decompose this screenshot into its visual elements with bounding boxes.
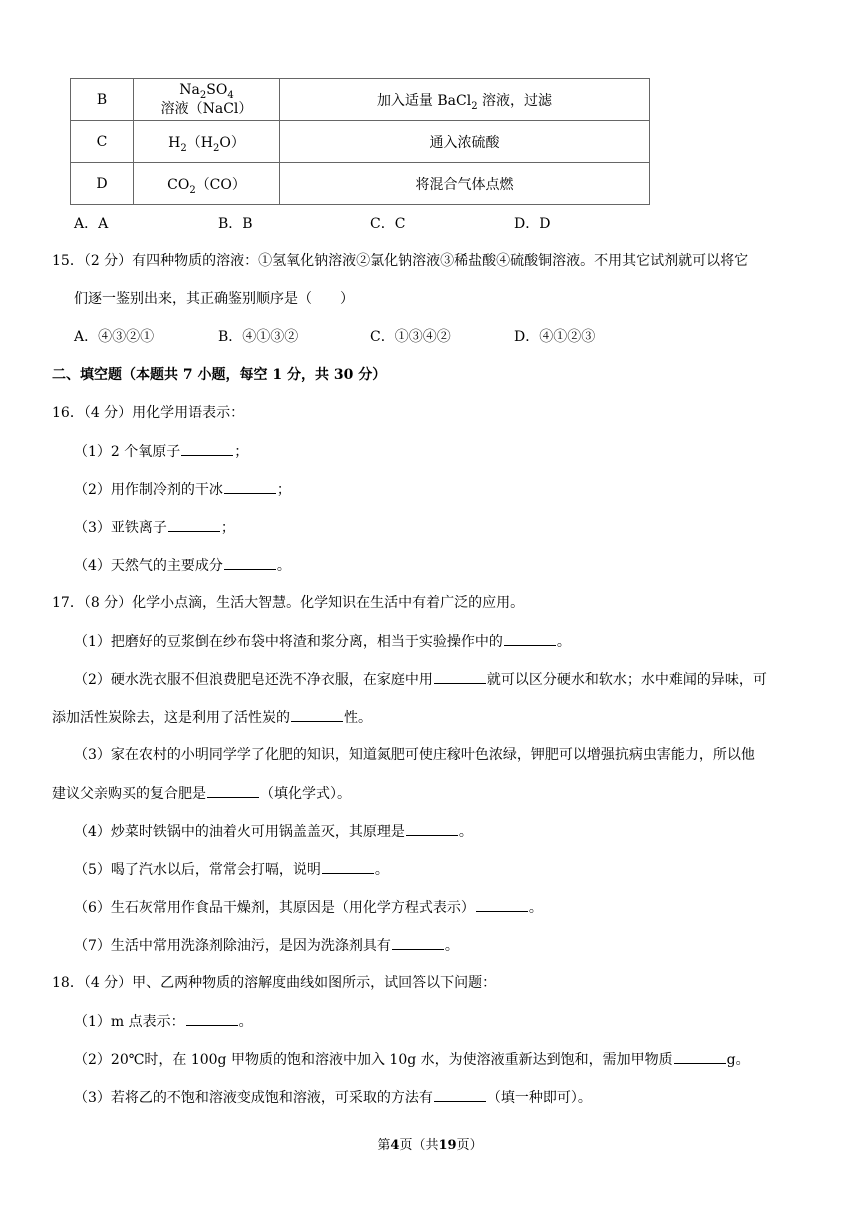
answer-blank [434,669,486,684]
q15-stem-line2: 们逐一鉴别出来，其正确鉴别顺序是（ ） [74,291,354,307]
row-substance: $CO_2(CO)$ [134,163,280,205]
row-letter: B [71,79,134,121]
q18-item-3: （3）若将乙的不饱和溶液变成饱和溶液，可采取的方法有 （填一种即可）。 [74,1087,592,1108]
q14-option-d: D．D [514,216,551,232]
row-substance: $Na_2SO_4$溶液（NaCl） [134,79,280,121]
q18-stem: 18．（4 分）甲、乙两种物质的溶解度曲线如图所示，试回答以下问题： [52,975,497,991]
q17-item-4: （4）炒菜时铁锅中的油着火可用锅盖盖灭，其原理是 。 [74,821,473,842]
q15-stem-line1: 15．（2 分）有四种物质的溶液：①氢氧化钠溶液②氯化钠溶液③稀盐酸④硫酸铜溶液。不用其它试剂就可以将它 [52,253,749,269]
q17-item-5: （5）喝了汽水以后，常常会打嗝，说明 。 [74,859,389,880]
options-table [70,78,650,205]
answer-blank [434,1087,486,1102]
q16-item-4: （4）天然气的主要成分 。 [74,555,291,576]
row-method: 通入浓硫酸 [280,121,650,163]
q17-item-2-line1: （2）硬水洗衣服不但浪费肥皂还洗不净衣服，在家庭中用 就可以区分硬水和软水；水中难闻的异味，可 [74,669,767,690]
row-substance: $H_2(H_2O)$ [134,121,280,163]
answer-blank [322,859,374,874]
q16-item-2: （2）用作制冷剂的干冰 ； [74,479,291,500]
q14-option-c: C．C [370,216,406,232]
page-footer: 第4页（共19页） [377,1138,483,1153]
answer-blank [674,1049,726,1064]
answer-blank [504,631,556,646]
answer-blank [168,517,220,532]
answer-blank [186,1011,238,1026]
section-heading: 二、填空题（本题共 7 小题，每空 1 分，共 30 分） [52,367,387,383]
answer-blank [207,783,259,798]
answer-blank [181,441,233,456]
q17-item-2-line2: 添加活性炭除去，这是利用了活性炭的 性。 [52,707,372,728]
q16-stem: 16．（4 分）用化学用语表示： [52,405,245,421]
q14-option-a: A．A [74,216,109,232]
answer-blank [291,707,343,722]
q17-item-7: （7）生活中常用洗涤剂除油污，是因为洗涤剂具有 。 [74,935,459,956]
q18-item-2: （2）20℃时，在 100g 甲物质的饱和溶液中加入 10g 水，为使溶液重新达到饱和，需加甲物质 g。 [74,1049,750,1070]
q17-item-3-line2: 建议父亲购买的复合肥是 （填化学式）。 [52,783,351,804]
q14-option-b: B．B [218,216,253,232]
row-letter: D [71,163,134,205]
q15-option-d: D．④①②③ [514,329,596,345]
q15-option-b: B．④①③② [218,329,299,345]
q17-item-6: （6）生石灰常用作食品干燥剂，其原因是（用化学方程式表示） 。 [74,897,543,918]
answer-blank [406,821,458,836]
answer-blank [476,897,528,912]
q17-item-3-line1: （3）家在农村的小明同学学了化肥的知识，知道氮肥可使庄稼叶色浓绿，钾肥可以增强抗病虫害能力，所以他 [74,747,755,763]
row-letter: C [71,121,134,163]
q18-item-1: （1）m 点表示： 。 [74,1011,253,1032]
table-row [71,79,650,121]
answer-blank [392,935,444,950]
row-method: 将混合气体点燃 [280,163,650,205]
answer-blank [224,479,276,494]
q17-item-1: （1）把磨好的豆浆倒在纱布袋中将渣和浆分离，相当于实验操作中的 。 [74,631,571,652]
q16-item-1: （1）2 个氧原子 ； [74,441,248,462]
table-row [71,121,650,163]
answer-blank [224,555,276,570]
row-method: 加入适量 BaCl$_2$ 溶液，过滤 [280,79,650,121]
q15-option-a: A．④③②① [74,329,155,345]
q15-option-c: C．①③④② [370,329,451,345]
q17-stem: 17．（8 分）化学小点滴，生活大智慧。化学知识在生活中有着广泛的应用。 [52,595,525,611]
q16-item-3: （3）亚铁离子 ； [74,517,235,538]
table-row [71,163,650,205]
